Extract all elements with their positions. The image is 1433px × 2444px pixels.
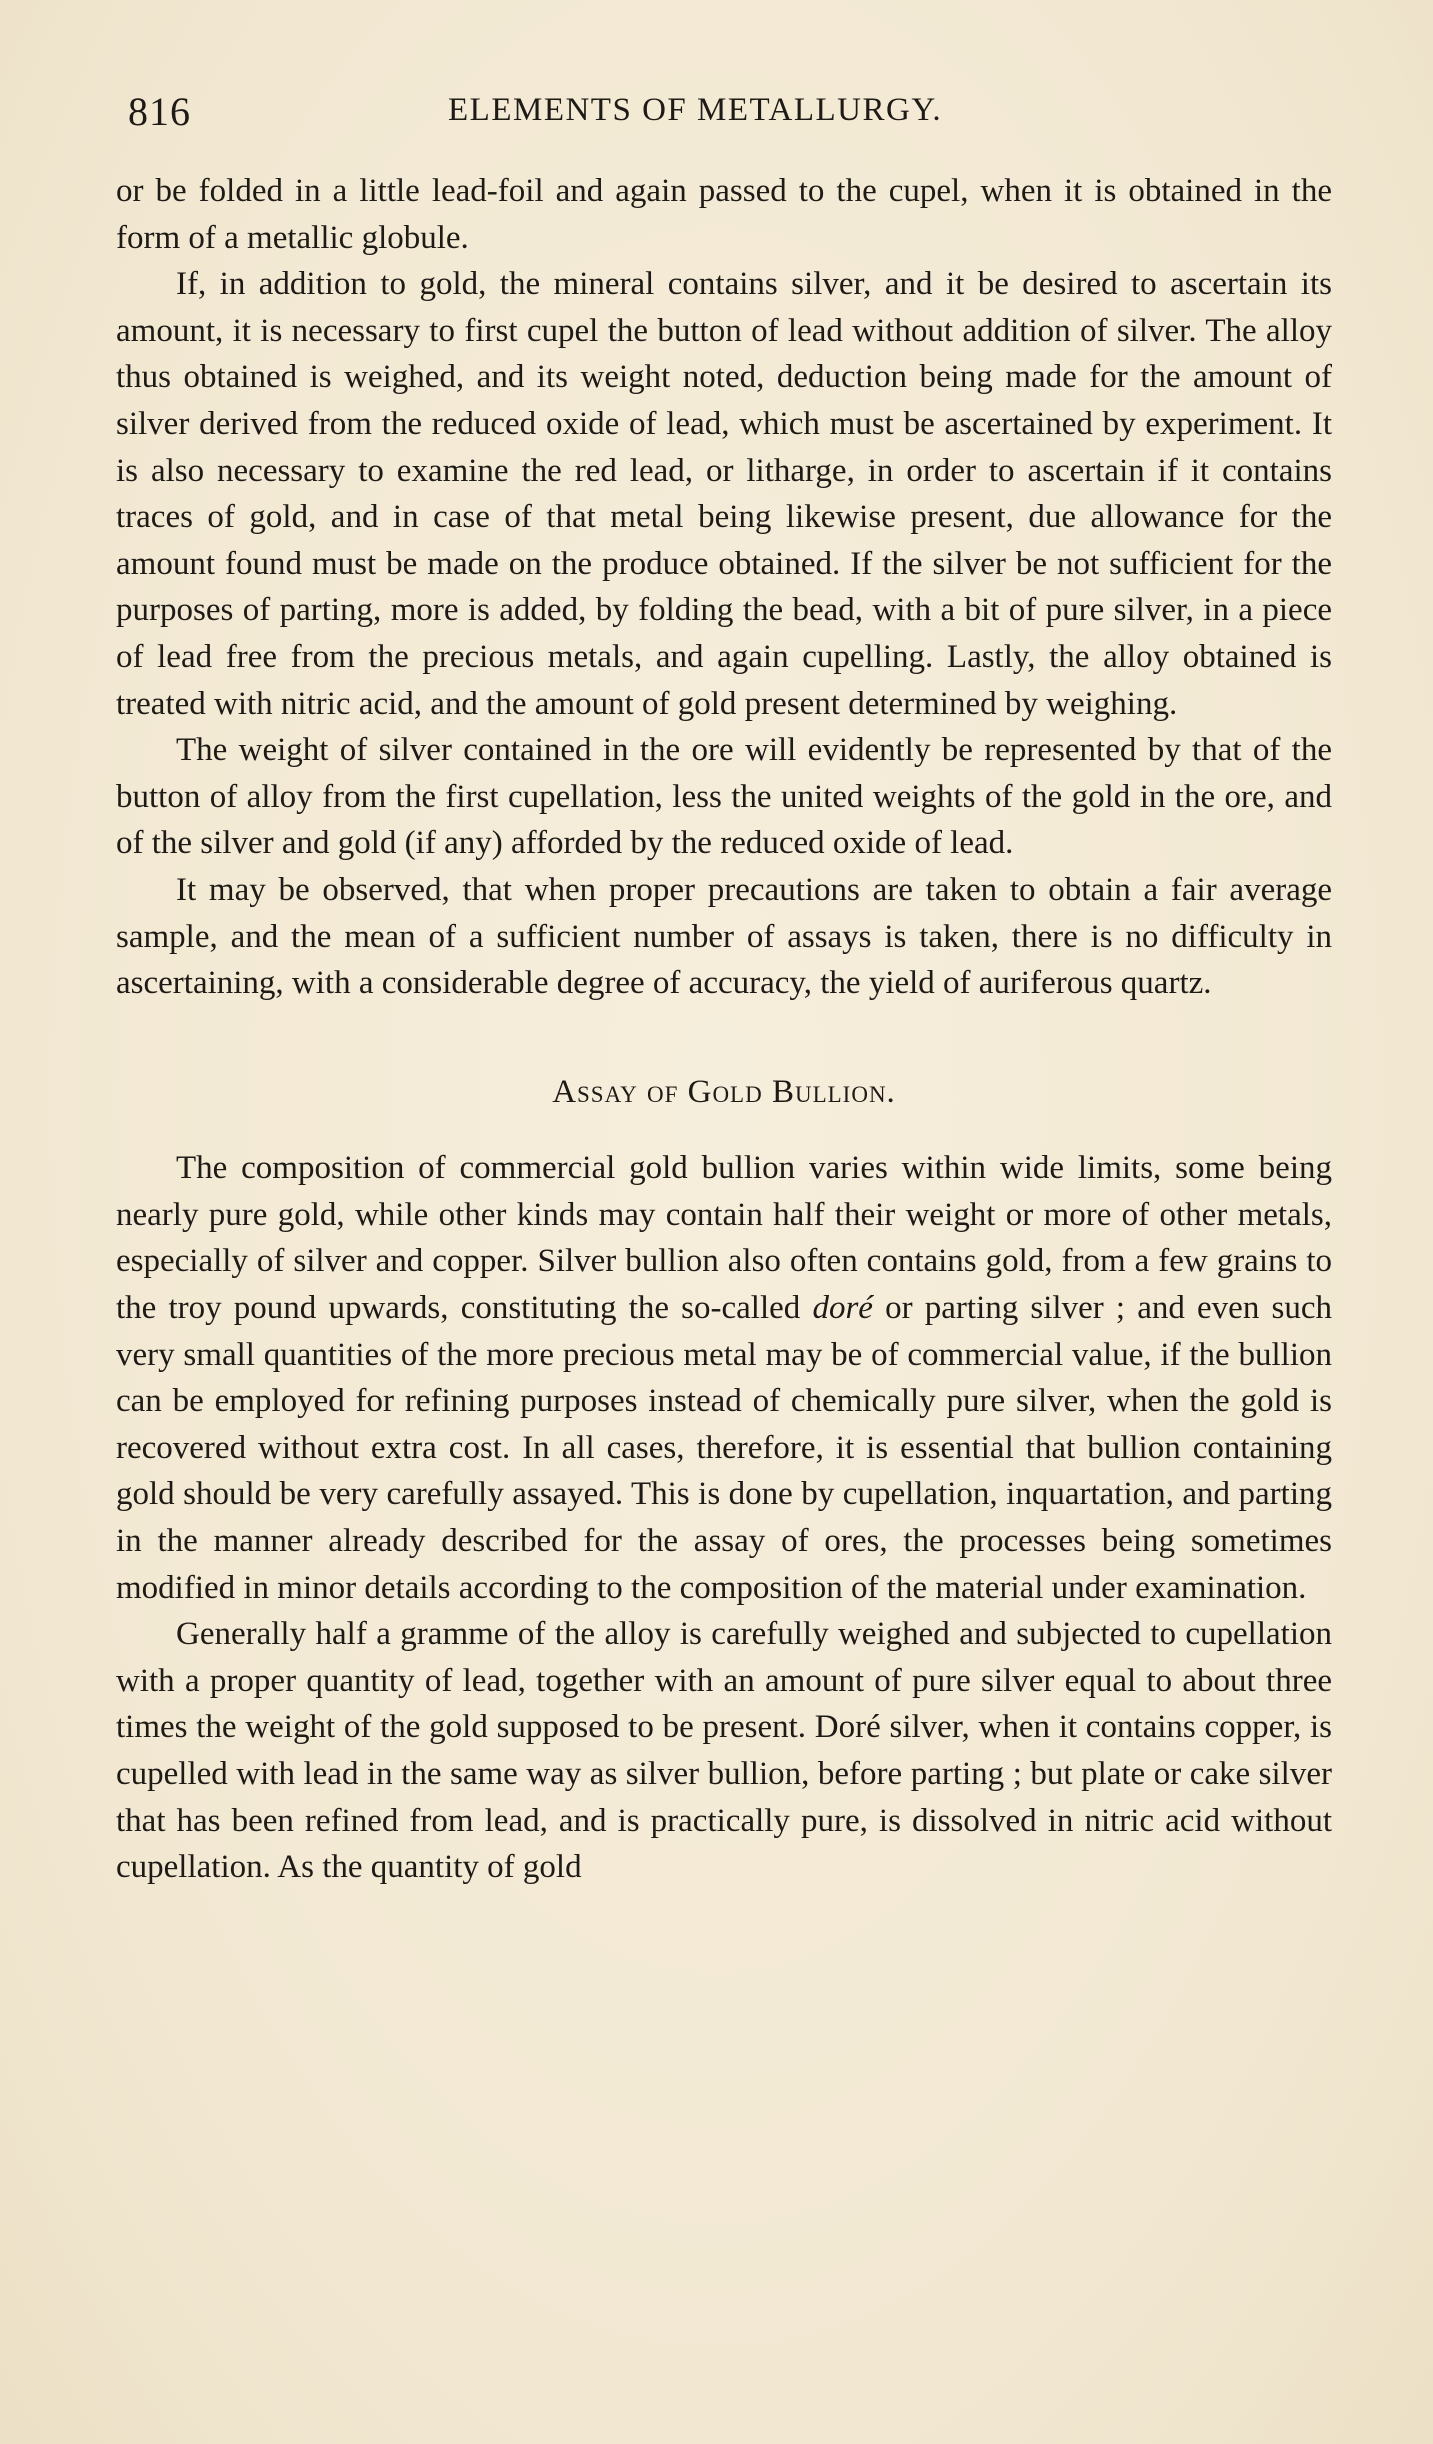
page-number: 816 bbox=[128, 89, 191, 134]
page-header bbox=[128, 88, 1328, 138]
section-body bbox=[116, 1145, 1332, 1891]
paragraph: The weight of silver contained in the ore will evidently be represented by that of the button of alloy from the first cupellation, less the united weights of the gold in the ore, and of the silver and gold (if any) afforded by the reduced oxide of lead. bbox=[116, 732, 1332, 862]
paragraph-continuation: or be folded in a little lead-foil and again passed to the cupel, when it is obtained in the form of a metallic globule. bbox=[116, 173, 1332, 256]
italic-term: doré bbox=[812, 1290, 873, 1327]
section-heading: Assay of Gold Bullion. bbox=[552, 1073, 896, 1110]
paragraph: Generally half a gramme of the alloy is carefully weighed and subjected to cupellation with a proper quantity of lead, together with an amount of pure silver equal to about three times the weight of the gold supposed to be present. Doré silver, when it contains copper, is cupelled with lead in the same way as silver bullion, before parting ; but plate or cake silver that has been refined from lead, and is practically pure, is dissolved in nitric acid without cupellation. As the quantity of gold bbox=[116, 1616, 1332, 1886]
paragraph: If, in addition to gold, the mineral contains silver, and it be desired to ascertain its amount, it is necessary to first cupel the button of lead without addition of silver. The alloy thus obtained is weighed, and its weight noted, deduction being made for the amount of silver derived from the reduced oxide of lead, which must be ascertained by experiment. It is also necessary to examine the red lead, or litharge, in order to ascertain if it contains traces of gold, and in case of that metal being likewise present, due allowance for the amount found must be made on the produce obtained. If the silver be not sufficient for the purposes of parting, more is added, by folding the bead, with a bit of pure silver, in a piece of lead free from the precious metals, and again cupelling. Lastly, the alloy obtained is treated with nitric acid, and the amount of gold present determined by weighing. bbox=[116, 266, 1332, 722]
paragraph-text: The composition of commercial gold bullion varies within wide limits, some being nearly pure gold, while other kinds may contain half their weight or more of other metals, especially of silver and copper. Silver bullion also often contains gold, from a few grains to the troy pound upwards, constituting the so-called bbox=[116, 1150, 1332, 1327]
paragraph-text: or parting silver ; and even such very small quantities of the more precious metal may be of commercial value, if the bullion can be employed for refining purposes instead of chemically pure silver, when the gold is recovered without extra cost. In all cases, therefore, it is essential that bullion containing gold should be very carefully assayed. This is done by cupellation, inquartation, and parting in the manner already described for the assay of ores, the processes being sometimes modified in minor details according to the composition of the material under examination. bbox=[116, 1290, 1332, 1606]
running-head: ELEMENTS OF METALLURGY. bbox=[448, 92, 943, 128]
paragraph bbox=[116, 1145, 1332, 1611]
paragraph: It may be observed, that when proper precautions are taken to obtain a fair average sample, and the mean of a sufficient number of assays is taken, there is no difficulty in ascertaining, with a considerable degree of accuracy, the yield of auriferous quartz. bbox=[116, 871, 1332, 1002]
body-text bbox=[116, 168, 1332, 1891]
